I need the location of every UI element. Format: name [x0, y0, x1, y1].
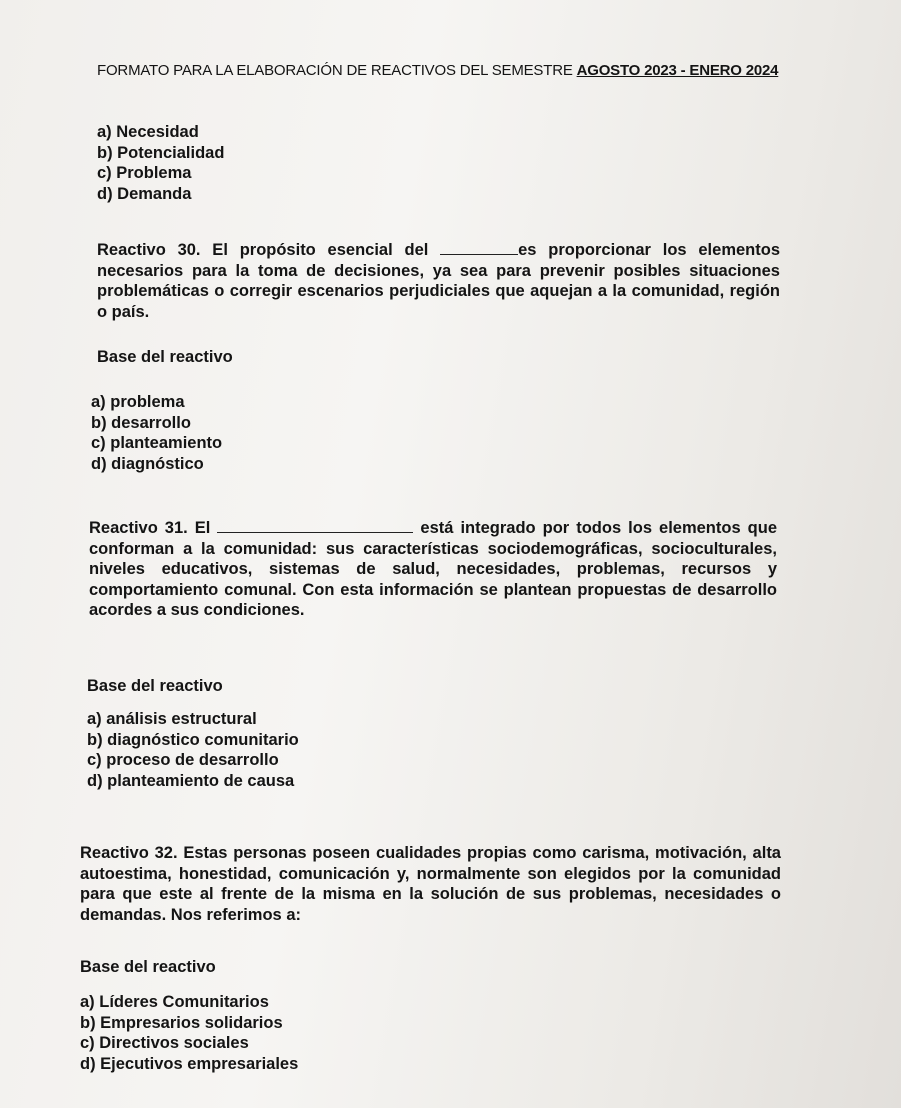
- base-label-31: Base del reactivo: [87, 677, 223, 695]
- option-b: b) diagnóstico comunitario: [87, 730, 299, 749]
- option-a: a) Necesidad: [97, 123, 199, 141]
- question-30: [97, 240, 780, 322]
- option-c: c) Problema: [97, 164, 192, 182]
- option-b: b) Empresarios solidarios: [80, 1013, 283, 1032]
- option-a: a) análisis estructural: [87, 710, 257, 728]
- option-d: d) diagnóstico: [91, 454, 204, 473]
- question-30-text-start: Reactivo 30. El propósito esencial del: [97, 241, 441, 259]
- question-31-text-end: está integrado por todos los elementos que conforman a la comunidad: sus características sociodemográficas, socioculturales, niveles educativos, sistemas de salud, necesidades, problemas, recursos y comportamiento comunal. Con esta información se plantean propuestas de desarrollo acordes a sus condiciones.: [89, 519, 777, 619]
- question-32: Reactivo 32. Estas personas poseen cualidades propias como carisma, motivación, alta autoestima, honestidad, comunicación y, normalmente son elegidos por la comunidad para que este al frente de la misma en la solución de sus problemas, necesidades o demandas. Nos referimos a:: [80, 844, 781, 924]
- base-label-30: Base del reactivo: [97, 348, 233, 366]
- option-d: d) Ejecutivos empresariales: [80, 1054, 299, 1073]
- question-31-text-start: Reactivo 31. El: [89, 519, 218, 537]
- option-b: b) Potencialidad: [97, 143, 225, 162]
- prev-question-options: [97, 122, 224, 204]
- answer-blank: [440, 240, 518, 255]
- option-a: a) problema: [91, 393, 185, 411]
- option-c: c) Directivos sociales: [80, 1034, 249, 1052]
- answer-blank: [217, 518, 413, 533]
- question-30-text-end: es proporcionar los elementos necesarios para la toma de decisiones, ya sea para prevenir posibles situaciones problemáticas o corregir escenarios perjudiciales que aquejan a la comunidad, región o país.: [97, 241, 780, 321]
- question-31-options: [87, 709, 299, 791]
- option-c: c) planteamiento: [91, 434, 223, 452]
- option-d: d) planteamiento de causa: [87, 771, 295, 790]
- option-b: b) desarrollo: [91, 413, 191, 432]
- option-a: a) Líderes Comunitarios: [80, 993, 269, 1011]
- form-header: [97, 62, 779, 79]
- question-31: [89, 518, 777, 621]
- question-32-options: [80, 992, 298, 1074]
- header-title: FORMATO PARA LA ELABORACIÓN DE REACTIVOS DEL SEMESTRE: [97, 62, 577, 79]
- base-label-32: Base del reactivo: [80, 958, 216, 976]
- header-period: AGOSTO 2023 - ENERO 2024: [576, 62, 779, 79]
- option-d: d) Demanda: [97, 184, 192, 203]
- question-30-options: [91, 392, 222, 474]
- option-c: c) proceso de desarrollo: [87, 751, 279, 769]
